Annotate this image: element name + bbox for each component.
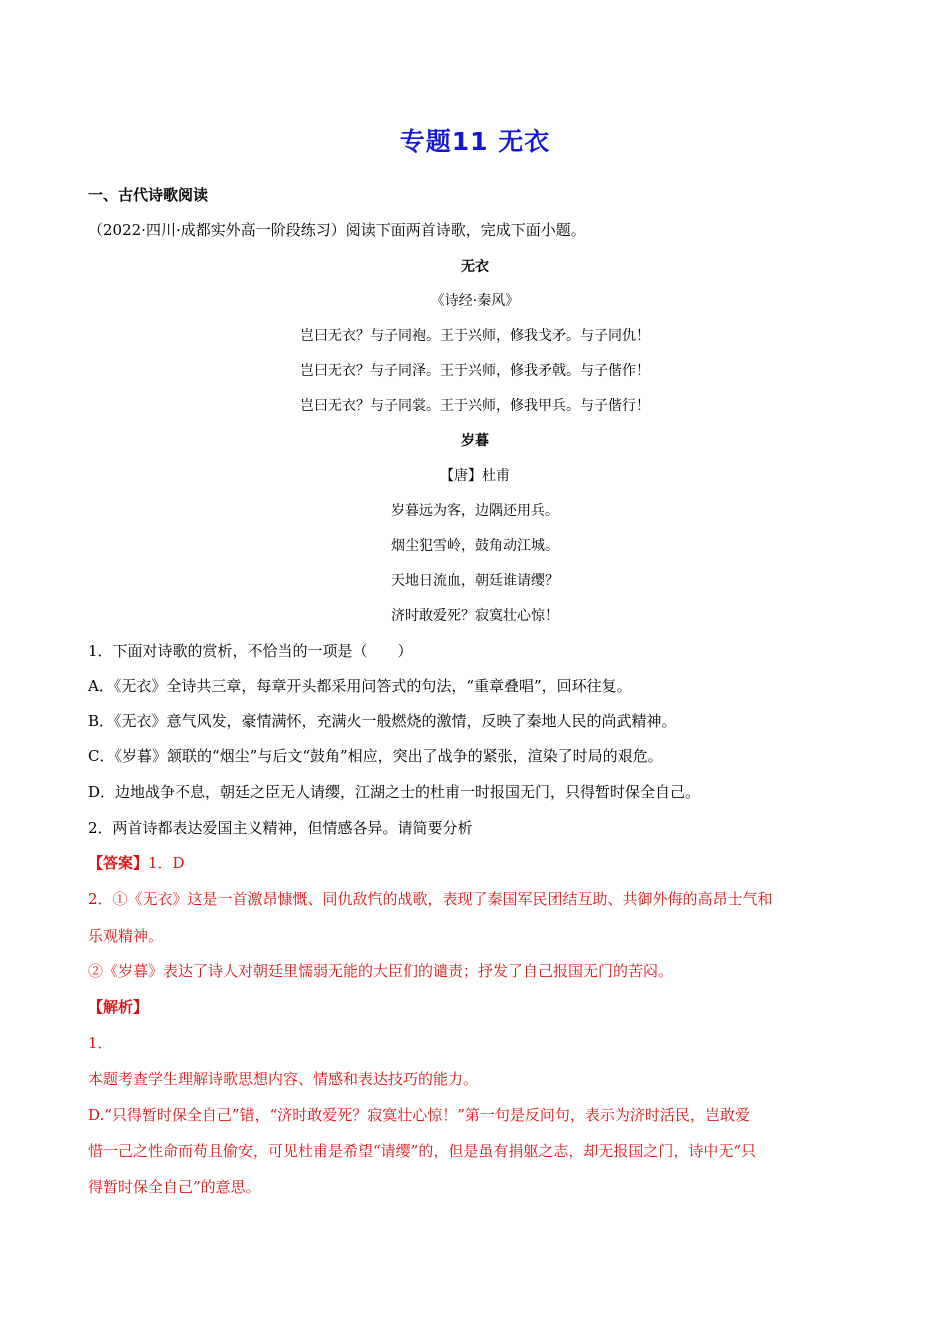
poem2-line: 烟尘犯雪岭，鼓角动江城。 xyxy=(391,538,559,554)
question-intro: （2022·四川·成都实外高一阶段练习）阅读下面两首诗歌，完成下面小题。 xyxy=(88,221,586,239)
answer-2-line: ②《岁暮》表达了诗人对朝廷里懦弱无能的大臣们的谴责；抒发了自己报国无门的苦闷。 xyxy=(88,962,674,980)
option-b: B．《无衣》意气风发，豪情满怀，充满火一般燃烧的激情，反映了秦地人民的尚武精神。 xyxy=(88,712,677,730)
analysis-line: 惜一己之性命而苟且偷安，可见杜甫是希望“请缨”的，但是虽有捐躯之志，却无报国之门，诗中无“只 xyxy=(88,1142,757,1160)
poem2-line: 岁暮远为客，边隅还用兵。 xyxy=(391,503,559,519)
poem1-line: 岂曰无衣？与子同裳。王于兴师，修我甲兵。与子偕行！ xyxy=(300,398,650,414)
poem1-source: 《诗经·秦风》 xyxy=(430,293,520,309)
answer-2-line: 乐观精神。 xyxy=(88,927,164,945)
poem2-line: 济时敢爱死？寂寞壮心惊！ xyxy=(391,608,559,624)
poem2-title: 岁暮 xyxy=(461,433,489,449)
poem1-line: 岂曰无衣？与子同泽。王于兴师，修我矛戟。与子偕作！ xyxy=(300,363,650,379)
answer-row xyxy=(88,852,185,874)
section-heading: 一、古代诗歌阅读 xyxy=(88,186,209,204)
analysis-number: 1． xyxy=(88,1034,113,1052)
analysis-label: 【解析】 xyxy=(88,998,149,1016)
option-d: D．边地战争不息，朝廷之臣无人请缨，江湖之士的杜甫一时报国无门，只得暂时保全自己。 xyxy=(88,783,701,801)
page-title: 专题11 无衣 xyxy=(399,127,551,156)
question-2-stem: 2．两首诗都表达爱国主义精神，但情感各异。请简要分析 xyxy=(88,819,473,837)
question-1-stem: 1．下面对诗歌的赏析，不恰当的一项是（ ） xyxy=(88,642,413,660)
answer-label: 【答案】 xyxy=(88,854,149,872)
option-c: C．《岁暮》颔联的“烟尘”与后文“鼓角”相应，突出了战争的紧张，渲染了时局的艰危。 xyxy=(88,747,663,765)
analysis-line: 得暂时保全自己”的意思。 xyxy=(88,1178,261,1196)
poem1-line: 岂曰无衣？与子同袍。王于兴师，修我戈矛。与子同仇！ xyxy=(300,328,650,344)
option-a: A．《无衣》全诗共三章，每章开头都采用问答式的句法，“重章叠唱”，回环往复。 xyxy=(88,677,632,695)
poem1-title: 无衣 xyxy=(461,259,489,275)
answer-1: 1．D xyxy=(148,854,185,872)
analysis-line: D.“只得暂时保全自己”错，“济时敢爱死？寂寞壮心惊！”第一句是反问句，表示为济时活民，岂敢爱 xyxy=(88,1106,750,1124)
analysis-line: 本题考查学生理解诗歌思想内容、情感和表达技巧的能力。 xyxy=(88,1070,479,1088)
poem2-author: 【唐】杜甫 xyxy=(440,468,510,484)
answer-2-line: 2．①《无衣》这是一首激昂慷慨、同仇敌忾的战歌，表现了秦国军民团结互助、共御外侮的高昂士气和 xyxy=(88,890,773,908)
poem2-line: 天地日流血，朝廷谁请缨？ xyxy=(391,573,559,589)
